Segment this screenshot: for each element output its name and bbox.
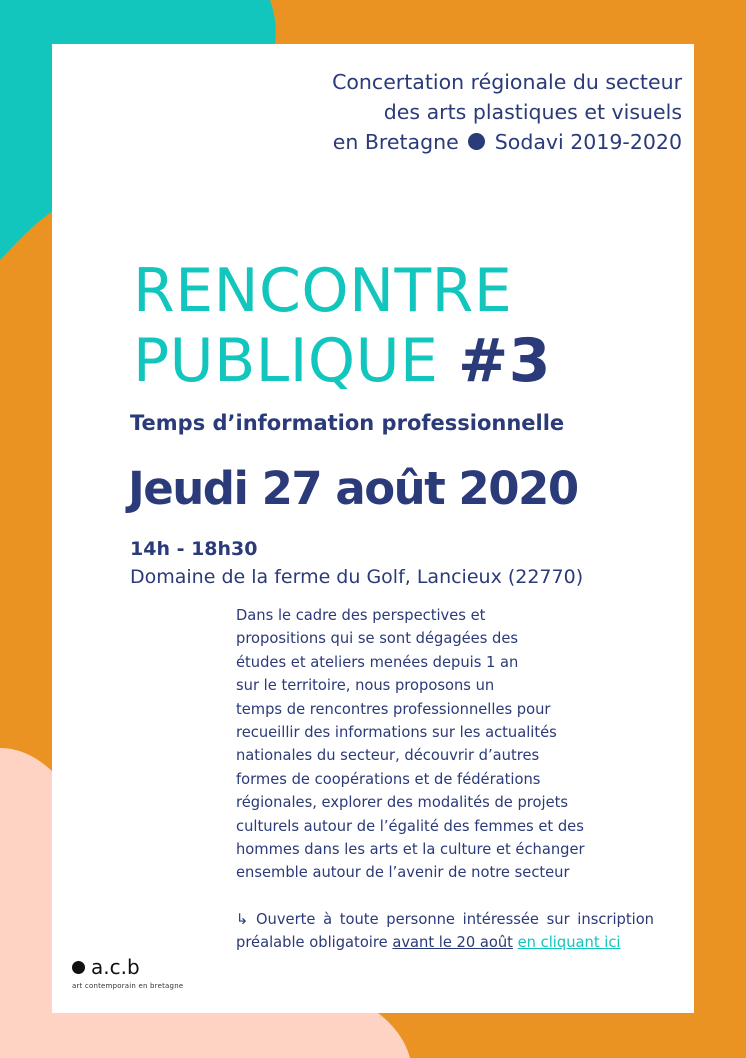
description-line: Dans le cadre des perspectives et [236,607,486,624]
header-line-3 [242,127,682,157]
description-line: propositions qui se sont dégagées des [236,630,519,648]
subtitle: Temps d’information professionnelle [130,411,565,435]
description-line: temps de rencontres professionnelles pour [236,700,551,718]
description [236,604,656,885]
description-line: formes de coopérations et de fédérations [236,770,541,788]
logo-tagline: art contemporain en bretagne [72,982,184,990]
logo-name: a.c.b [91,955,140,979]
header-line-2: des arts plastiques et visuels [383,100,682,124]
header-line-1: Concertation régionale du secteur [332,70,682,94]
title-line-1: RENCONTRE [133,256,513,326]
description-line: hommes dans les arts et la culture et échanger [236,841,585,859]
title-line-2 [133,326,551,396]
registration-notice [236,908,654,955]
header-sodavi: Sodavi 2019-2020 [494,130,682,154]
event-date: Jeudi 27 août 2020 [128,462,578,515]
description-line: ensemble autour de l’avenir de notre secteur [236,864,570,882]
description-line: sur le territoire, nous proposons un [236,677,495,695]
description-line: régionales, explorer des modalités de projets [236,794,569,812]
event-time: 14h - 18h30 [130,538,258,560]
event-place: Domaine de la ferme du Golf, Lancieux (22770) [130,566,584,588]
logo-dot-icon [72,961,85,974]
notice-text: ↳ Ouverte à toute personne intéressée sur inscription préalable obligatoire [236,911,654,952]
acb-logo [72,954,202,990]
logo-mark [72,954,202,980]
header-block [242,67,682,157]
title-word: PUBLIQUE [133,326,439,396]
description-line: études et ateliers menées depuis 1 an [236,653,519,671]
registration-link[interactable]: en cliquant ici [517,934,621,952]
title-number: #3 [458,326,552,396]
notice-deadline: avant le 20 août [392,934,513,952]
page-title [133,256,551,396]
header-region: en Bretagne [332,130,459,154]
description-line: nationales du secteur, découvrir d’autres [236,747,540,765]
description-line: recueillir des informations sur les actualités [236,724,557,742]
description-line: culturels autour de l’égalité des femmes et des [236,817,584,835]
bullet-dot-icon [468,133,485,150]
